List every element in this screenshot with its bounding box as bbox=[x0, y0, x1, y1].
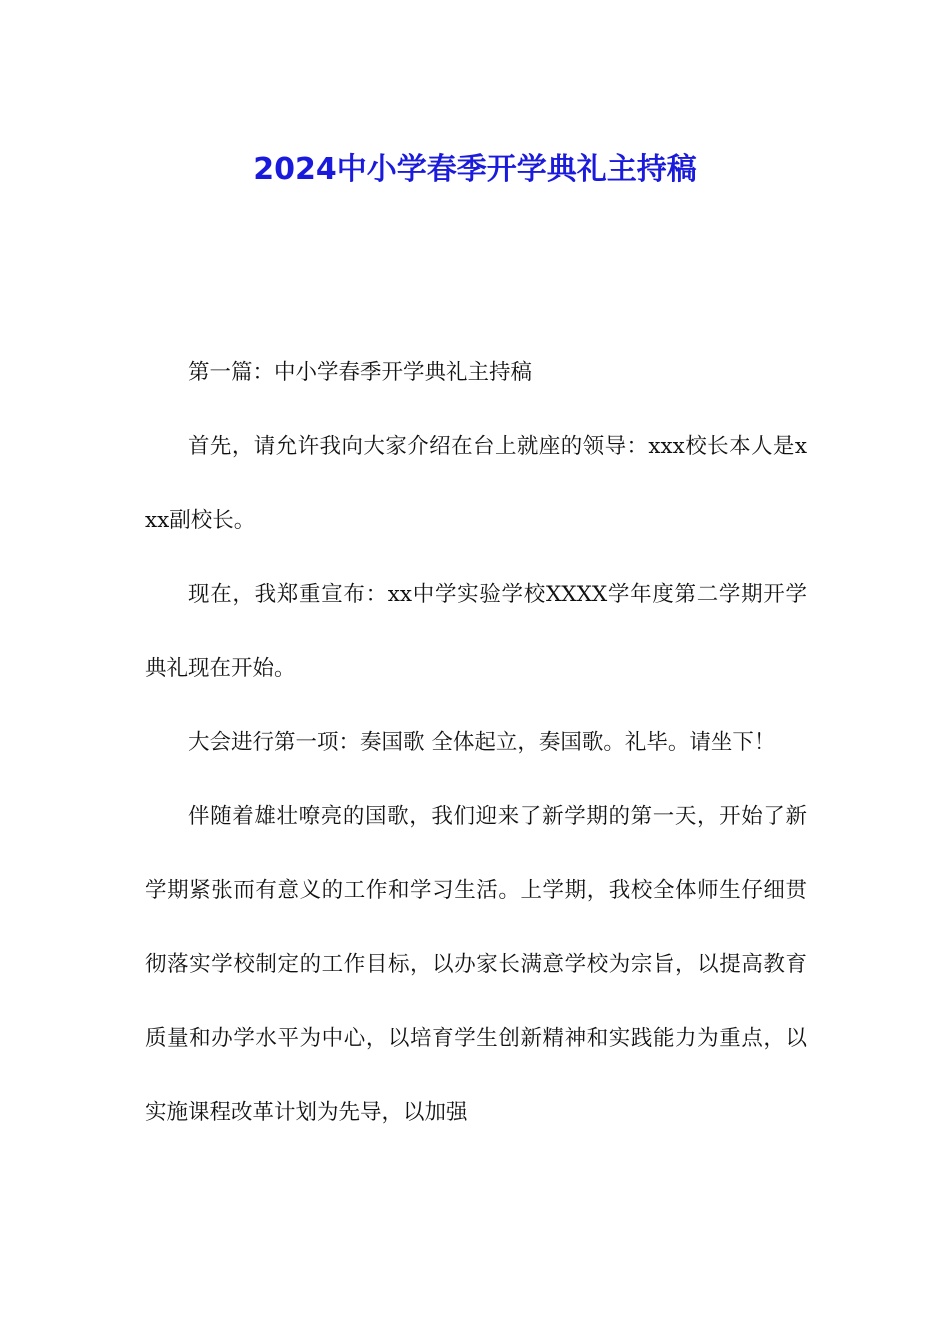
paragraph-review: 伴随着雄壮嘹亮的国歌，我们迎来了新学期的第一天，开始了新学期紧张而有意义的工作和学习生活。上学期，我校全体师生仔细贯彻落实学校制定的工作目标，以办家长满意学校为宗旨，以提高教育质量和办学水平为中心，以培育学生创新精神和实践能力为重点，以实施课程改革计划为先导，以加强 bbox=[145, 804, 807, 1125]
paragraph-introduction: 首先，请允许我向大家介绍在台上就座的领导：xxx校长本人是xxx副校长。 bbox=[145, 434, 807, 533]
document-title: 2024中小学春季开学典礼主持稿 bbox=[253, 152, 697, 188]
document-body bbox=[145, 336, 807, 1150]
paragraph-section-heading: 第一篇：中小学春季开学典礼主持稿 bbox=[188, 360, 533, 385]
paragraph-opening-announcement: 现在，我郑重宣布：xx中学实验学校XXXX学年度第二学期开学典礼现在开始。 bbox=[145, 582, 807, 681]
paragraph-national-anthem: 大会进行第一项：奏国歌 全体起立，奏国歌。礼毕。请坐下！ bbox=[188, 730, 776, 755]
